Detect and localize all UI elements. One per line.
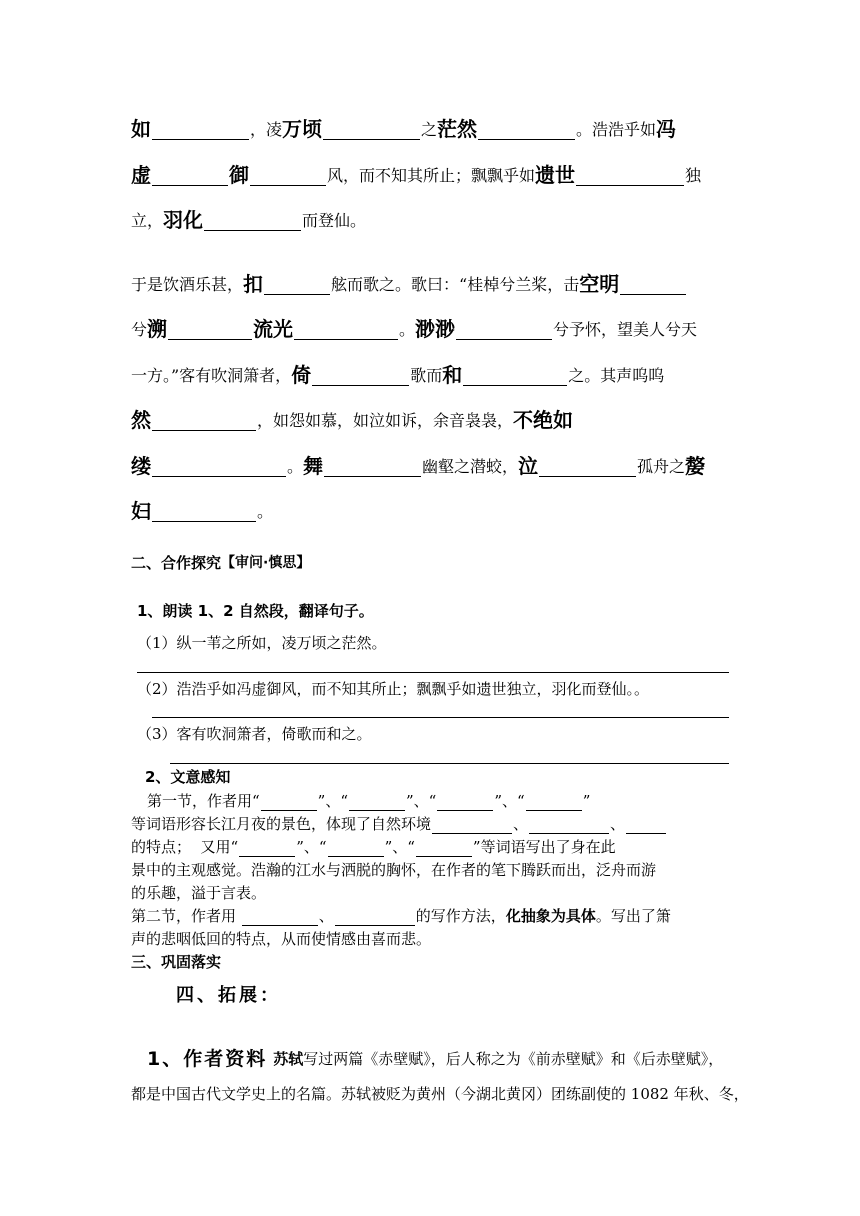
- text: 的写作方法，: [415, 907, 506, 925]
- text: ”、“: [317, 792, 349, 810]
- text: 风，而不知其所止；飘飘乎如: [327, 166, 536, 185]
- question-2-title: [145, 767, 230, 787]
- para2-line-2: [131, 929, 431, 949]
- fill-blank[interactable]: [432, 819, 512, 834]
- sentence-2-text: （2）浩浩乎如冯虚御风，而不知其所止；飘飘乎如遗世独立，羽化而登仙。。: [137, 680, 650, 698]
- answer-line-1[interactable]: [137, 672, 729, 673]
- text: 而登仙。: [302, 211, 367, 230]
- question-2-text: 2、文意感知: [145, 768, 231, 786]
- text: 于是饮酒乐甚，: [131, 275, 244, 294]
- text: 声的悲咽低回的特点，从而使情感由喜而悲。: [131, 930, 432, 948]
- fill-blank[interactable]: [437, 796, 493, 811]
- section-title: 三、巩固落实: [131, 953, 222, 971]
- text: 、: [513, 815, 529, 833]
- keyword: 然: [131, 408, 151, 432]
- fill-blank[interactable]: [250, 169, 326, 186]
- fill-blank[interactable]: [239, 842, 295, 857]
- text: 兮: [131, 320, 148, 339]
- keyword: 妇: [131, 499, 151, 523]
- author-line-1: [147, 1049, 723, 1069]
- fill-blank[interactable]: [152, 460, 286, 477]
- answer-line-2[interactable]: [152, 717, 729, 718]
- fill-blank[interactable]: [312, 369, 409, 386]
- text: 。: [399, 320, 416, 339]
- text: 都是中国古代文学史上的名篇。苏轼被贬为黄州（今湖北黄冈）团练副使的 1082 年秋、冬，: [131, 1085, 749, 1103]
- text: ”、“: [296, 838, 327, 856]
- text: ”等词语写出了身在此: [472, 838, 616, 856]
- passage-line-9: [131, 500, 273, 522]
- fill-blank[interactable]: [456, 323, 552, 340]
- fill-blank[interactable]: [526, 796, 582, 811]
- answer-line-3[interactable]: [170, 763, 729, 764]
- text: 。: [257, 502, 274, 521]
- section-title: 四、拓展：: [176, 985, 281, 1006]
- text: 独: [685, 166, 702, 185]
- text: 兮予怀，望美人兮天: [553, 320, 698, 339]
- fill-blank[interactable]: [463, 369, 567, 386]
- keyword: 万顷: [282, 117, 323, 141]
- question-1-title: [137, 601, 374, 621]
- fill-blank[interactable]: [576, 169, 684, 186]
- passage-line-6: [131, 364, 664, 386]
- keyword: 冯: [656, 117, 677, 141]
- text: ”、“: [406, 792, 437, 810]
- fill-blank[interactable]: [328, 842, 384, 857]
- author-name: 苏轼: [273, 1050, 304, 1068]
- section-tag: 【审问·慎思】: [221, 555, 311, 571]
- text: 、: [610, 815, 626, 833]
- text: 等词语形容长江月夜的景色，体现了自然环境: [131, 815, 432, 833]
- para1-line-3: [131, 837, 616, 857]
- text: ”、“: [384, 838, 415, 856]
- passage-line-1: [131, 118, 676, 140]
- keyword: 羽化: [163, 208, 204, 232]
- section-title: 二、合作探究: [131, 554, 222, 572]
- fill-blank[interactable]: [416, 842, 472, 857]
- section-2-heading: [131, 553, 310, 573]
- keyword: 倚: [291, 363, 312, 387]
- keyword: 如: [131, 117, 151, 141]
- fill-blank[interactable]: [264, 278, 330, 295]
- keyword: 泣: [518, 454, 539, 478]
- fill-blank[interactable]: [242, 911, 318, 926]
- keyword: 不绝如: [513, 408, 574, 432]
- question-1-text: 1、朗读 1、2 自然段，翻译句子。: [137, 602, 374, 620]
- text: 景中的主观感觉。浩瀚的江水与洒脱的胸怀，在作者的笔下腾跃而出，泛舟而游: [131, 861, 657, 879]
- author-line-2: [131, 1084, 749, 1104]
- fill-blank[interactable]: [626, 819, 666, 834]
- text: ，凌: [250, 120, 283, 139]
- keyword: 虚: [131, 163, 151, 187]
- text: 第二节，作者用: [131, 907, 241, 925]
- passage-line-2: [131, 164, 701, 186]
- passage-line-5: [131, 318, 697, 340]
- keyword: 空明: [579, 272, 620, 296]
- text: 一方。”客有吹洞箫者，: [131, 366, 292, 385]
- sentence-1-text: （1）纵一苇之所如，凌万顷之茫然。: [137, 634, 387, 652]
- fill-blank[interactable]: [152, 505, 256, 522]
- fill-blank[interactable]: [335, 911, 415, 926]
- sentence-3: [137, 724, 372, 744]
- text: 写过两篇《赤壁赋》，后人称之为《前赤壁赋》和《后赤壁赋》，: [303, 1050, 724, 1068]
- text: ”、“: [494, 792, 525, 810]
- fill-blank[interactable]: [539, 460, 636, 477]
- text: 孤舟之: [637, 457, 686, 476]
- text: 。浩浩乎如: [576, 120, 657, 139]
- fill-blank[interactable]: [294, 323, 398, 340]
- text: 歌而: [410, 366, 443, 385]
- keyword: 嫠: [685, 454, 706, 478]
- fill-blank[interactable]: [168, 323, 252, 340]
- sentence-3-text: （3）客有吹洞箫者，倚歌而和之。: [137, 725, 372, 743]
- passage-line-7: [131, 409, 573, 431]
- fill-blank[interactable]: [620, 278, 686, 295]
- author-label: 1、作者资料: [147, 1048, 268, 1070]
- passage-line-8: [131, 455, 705, 477]
- fill-blank[interactable]: [152, 414, 256, 431]
- text: 第一节，作者用“: [147, 792, 260, 810]
- section-3-heading: [131, 952, 221, 972]
- keyword: 渺渺: [415, 317, 456, 341]
- para2-line-1: [131, 906, 671, 926]
- keyword: 溯: [147, 317, 168, 341]
- text: 幽壑之潜蛟，: [422, 457, 519, 476]
- fill-blank[interactable]: [204, 214, 301, 231]
- fill-blank[interactable]: [349, 796, 405, 811]
- fill-blank[interactable]: [323, 123, 420, 140]
- passage-line-4: [131, 273, 687, 295]
- text: 立，: [131, 211, 164, 230]
- keyword: 御: [229, 163, 249, 187]
- fill-blank[interactable]: [152, 123, 249, 140]
- text: ，如怨如慕，如泣如诉，余音袅袅，: [257, 411, 514, 430]
- keyword: 舞: [303, 454, 324, 478]
- emphasis-text: 化抽象为具体: [505, 907, 596, 925]
- para1-line-4: [131, 860, 656, 880]
- sentence-1: [137, 633, 387, 653]
- passage-line-3: [131, 209, 366, 231]
- fill-blank[interactable]: [324, 460, 421, 477]
- text: 之: [421, 120, 438, 139]
- fill-blank[interactable]: [152, 169, 228, 186]
- keyword: 和: [442, 363, 463, 387]
- fill-blank[interactable]: [529, 819, 609, 834]
- keyword: 遗世: [535, 163, 576, 187]
- fill-blank[interactable]: [478, 123, 575, 140]
- text: 之。其声呜呜: [568, 366, 665, 385]
- fill-blank[interactable]: [261, 796, 317, 811]
- keyword: 扣: [243, 272, 264, 296]
- text: 的特点； 又用“: [131, 838, 239, 856]
- section-4-heading: [176, 986, 281, 1006]
- para1-line-1: [147, 791, 590, 811]
- keyword: 缕: [131, 454, 151, 478]
- text: ”: [582, 792, 591, 810]
- text: 。写出了箫: [595, 907, 671, 925]
- text: 的乐趣，溢于言表。: [131, 884, 267, 902]
- para1-line-5: [131, 883, 266, 903]
- text: 、: [318, 907, 334, 925]
- keyword: 茫然: [437, 117, 478, 141]
- keyword: 流光: [253, 317, 294, 341]
- text: 舷而歌之。歌曰：“桂棹兮兰桨，击: [331, 275, 580, 294]
- text: 。: [287, 457, 304, 476]
- para1-line-2: [131, 814, 667, 834]
- sentence-2: [137, 679, 649, 699]
